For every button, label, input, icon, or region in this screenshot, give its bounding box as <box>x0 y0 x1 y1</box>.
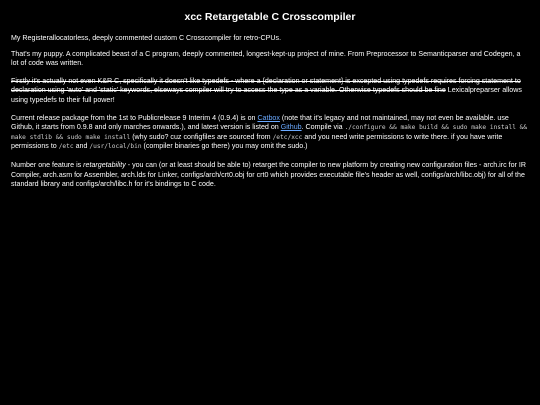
feature-paragraph <box>11 161 529 190</box>
typedef-paragraph <box>11 77 529 106</box>
etc-path-code: /etc <box>58 143 74 151</box>
release-paragraph <box>11 114 529 152</box>
bin-path-code: /usr/local/bin <box>89 143 142 151</box>
release-text: Current release package from the 1st to Publicrelease 9 Interim 4 (0.9.4) is on <box>11 113 258 122</box>
typedef-note: Lexicalpreparser allows using typedefs to their full power! <box>11 86 522 104</box>
release-text: (compiler binaries go there) you may omit the sudo.) <box>141 142 308 151</box>
release-text: (note that it's legacy and not maintained, may not even be available. use Github, it starts from 0.9.8 and only marches onwards.), and latest version is listed on <box>11 113 509 132</box>
intro-paragraph: My Registerallocatorless, deeply commented custom C Crosscompiler for retro-CPUs. <box>11 34 282 42</box>
release-text: (why sudo? cuz configfiles are sourced from <box>130 132 273 141</box>
release-text: and <box>73 142 90 151</box>
page-content <box>0 0 540 190</box>
release-text: . Compile via <box>301 123 345 132</box>
feature-text: - you can (or at least should be able to) retarget the compiler to new platform by creating new configuration files - arch.irc for IR Compiler, arch.asm for Assembler, arch.lds for Linker, configs/arch/crt0.obj for crt0 which provides executable file's header as well, configs/arch/libc.obj) for all of the standard library and configs/arch/libc.h for it's bindings to C code. <box>11 160 526 189</box>
strikethrough-text: Firstly it's actually not even K&R C, specifically it doesn't like typedefs - where a {declaration or statement} is excepted using typedefs requires forcing statement to declaration using 'auto' and 'static' keywords, elseways compiler will try to access the type as a variable. Otherwise typedefs should be fine <box>11 76 521 95</box>
github-link[interactable]: Github <box>280 123 302 132</box>
puppy-paragraph: That's my puppy. A complicated beast of a C program, deeply commented, longest-kept-up project of mine. From Preprocessor to Semanticparser and Codegen, a lot of code was written. <box>11 49 521 68</box>
retargetability-emphasis: retargetability <box>83 160 126 169</box>
build-command-code: ./configure && make build && sudo make install && make stdlib && sudo make install <box>11 124 528 141</box>
feature-text: Number one feature is <box>11 160 84 169</box>
catbox-link[interactable]: Catbox <box>257 113 280 122</box>
release-text: and you need write permissions to write there. if you have write permissions to <box>11 132 503 151</box>
etc-xcc-path-code: /etc/xcc <box>272 133 303 141</box>
page-title: xcc Retargetable C Crosscompiler <box>184 11 356 23</box>
